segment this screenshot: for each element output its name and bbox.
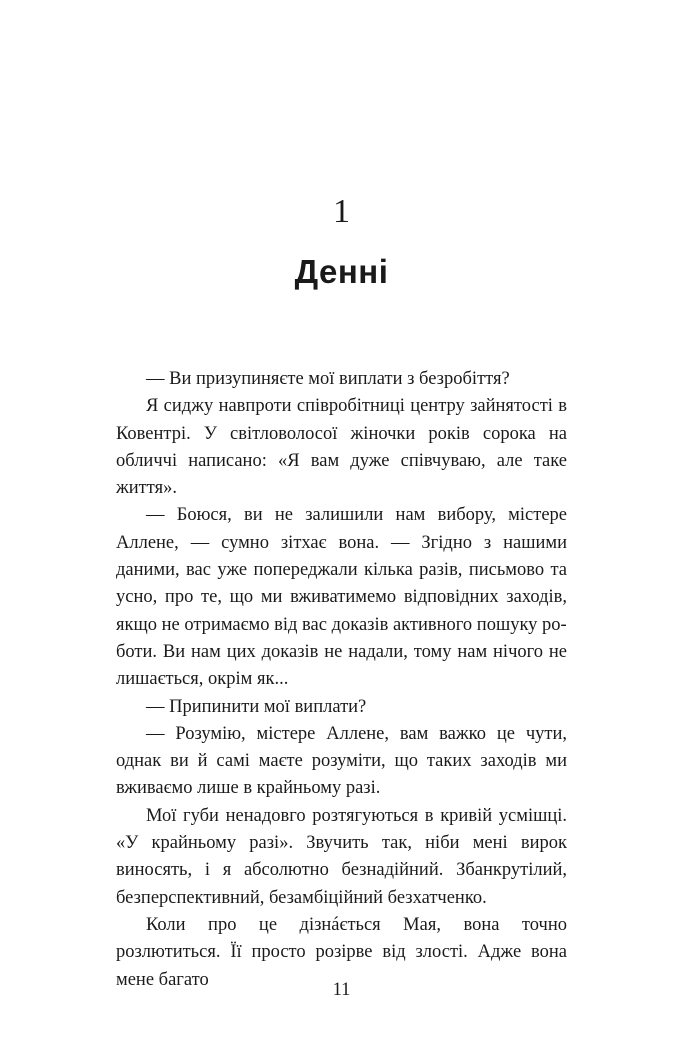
- paragraph: — Боюся, ви не залишили нам вибору, містере Аллене, — сумно зітхає вона. — Згідно з нашими даними, вас уже попереджали кілька разів, письмово та усно, про те, що ми вживатимемо відповідних заходів, якщо не отримаємо від вас доказів активного пошуку ро- боти. Ви нам цих доказів не надали, тому нам нічого не лишається, окрім як...: [116, 505, 567, 690]
- paragraph: Мої губи ненадовго розтягуються в кривій усмішці. «У крайньому разі». Звучить так, ніби мені вирок виносять, і я абсолютно безнадійний. Збанкрутілий, безперспективний, безамбіційний безхатченко.: [116, 805, 567, 908]
- paragraph: Я сиджу навпроти співробітниці центру зайнятості в Ковентрі. У світловолосої жіночки років сорока на обличчі написано: «Я вам дуже співчуваю, але таке життя».: [116, 396, 567, 499]
- chapter-number: 1: [333, 193, 350, 230]
- paragraph: — Припинити мої виплати?: [146, 696, 367, 717]
- page-number: 11: [332, 980, 351, 1000]
- paragraph: — Ви призупиняєте мої виплати з безробіття?: [146, 369, 510, 389]
- paragraph: — Розумію, містере Аллене, вам важко це чути, однак ви й самі маєте розуміти, що таких заходів ми вживаємо лише в крайньому разі.: [116, 723, 567, 799]
- chapter-title: Денні: [294, 253, 389, 290]
- chapter-body: [116, 366, 567, 994]
- paragraph: Коли про це дізнáється Мая, вона точно розлютиться. Її просто розірве від злості. Адже вона мене багато: [116, 914, 567, 990]
